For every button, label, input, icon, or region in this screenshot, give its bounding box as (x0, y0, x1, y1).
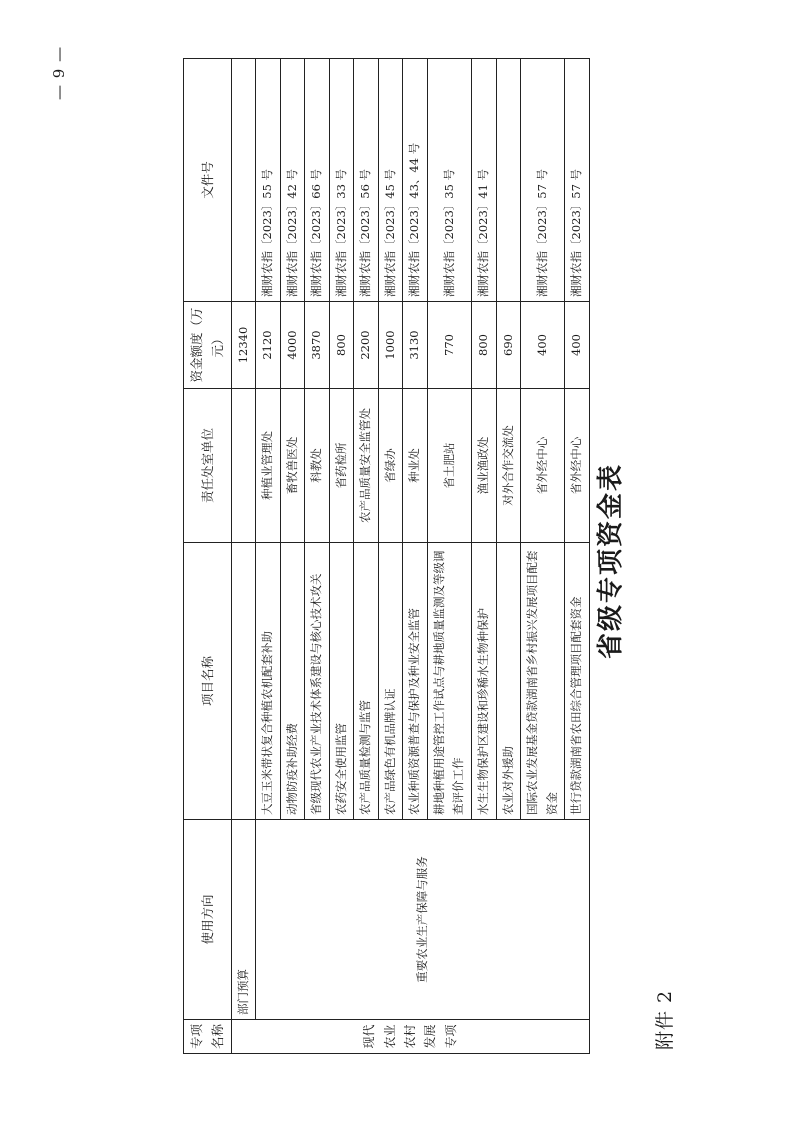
project-name-cell: 农产品质量检测与监管 (354, 543, 379, 820)
header-amount: 资金额度（万元） (184, 302, 232, 389)
table-row (231, 59, 256, 1054)
doc-number-cell: 湘财农指〔2023〕66 号 (305, 59, 330, 302)
header-special-name: 专项名称 (184, 1020, 232, 1054)
project-name-cell: 农药安全使用监管 (329, 543, 354, 820)
amount-cell: 690 (496, 302, 521, 389)
amount-cell: 1000 (378, 302, 403, 389)
unit-cell: 农产品质量安全监管处 (354, 389, 379, 543)
project-name-cell: 省级现代农业产业技术体系建设与核心技术攻关 (305, 543, 330, 820)
amount-cell: 3870 (305, 302, 330, 389)
project-name-cell: 水生生物保护区建设和珍稀水生物种保护 (471, 543, 496, 820)
project-name-cell: 动物防疫补助经费 (280, 543, 305, 820)
dept-budget-cell: 部门预算 (231, 820, 256, 1020)
special-name-cell: 现代农业农村发展专项 (231, 1020, 589, 1054)
dept-budget-amount-cell: 12340 (231, 302, 256, 389)
project-name-cell: 世行贷款湖南省农田综合管理项目配套资金 (565, 543, 590, 820)
page-number: — 9 — (50, 45, 68, 100)
doc-number-cell: 湘财农指〔2023〕57 号 (565, 59, 590, 302)
unit-cell: 畜牧兽医处 (280, 389, 305, 543)
empty-cell (231, 59, 256, 302)
project-name-cell: 大豆玉米带状复合种植农机配套补助 (256, 543, 281, 820)
unit-cell: 省土肥站 (427, 389, 471, 543)
amount-cell: 800 (471, 302, 496, 389)
doc-number-cell: 湘财农指〔2023〕35 号 (427, 59, 471, 302)
amount-cell: 2200 (354, 302, 379, 389)
attachment-label: 附件 2 (654, 989, 676, 1050)
header-responsible-unit: 责任处室单位 (184, 389, 232, 543)
direction-cell: 重要农业生产保障与服务 (256, 820, 590, 1020)
amount-cell: 2120 (256, 302, 281, 389)
unit-cell: 渔业渔政处 (471, 389, 496, 543)
table-header-row (184, 59, 232, 1054)
amount-cell: 4000 (280, 302, 305, 389)
amount-cell: 800 (329, 302, 354, 389)
document-title: 省级专项资金表 (596, 463, 626, 660)
unit-cell: 种植业管理处 (256, 389, 281, 543)
unit-cell: 种业处 (403, 389, 428, 543)
unit-cell: 省药检所 (329, 389, 354, 543)
doc-number-cell: 湘财农指〔2023〕45 号 (378, 59, 403, 302)
doc-number-cell: 湘财农指〔2023〕41 号 (471, 59, 496, 302)
unit-cell: 省绿办 (378, 389, 403, 543)
fund-table (183, 58, 590, 1054)
doc-number-cell: 湘财农指〔2023〕57 号 (521, 59, 565, 302)
header-doc-number: 文件号 (184, 59, 232, 302)
doc-number-cell: 湘财农指〔2023〕33 号 (329, 59, 354, 302)
header-project-name: 项目名称 (184, 543, 232, 820)
doc-number-cell: 湘财农指〔2023〕56 号 (354, 59, 379, 302)
empty-cell (231, 543, 256, 820)
amount-cell: 770 (427, 302, 471, 389)
amount-cell: 400 (565, 302, 590, 389)
empty-cell (231, 389, 256, 543)
project-name-cell: 国际农业发展基金贷款湖南省乡村振兴发展项目配套资金 (521, 543, 565, 820)
doc-number-cell: 湘财农指〔2023〕55 号 (256, 59, 281, 302)
project-name-cell: 农业对外援助 (496, 543, 521, 820)
doc-number-cell (496, 59, 521, 302)
amount-cell: 3130 (403, 302, 428, 389)
unit-cell: 科教处 (305, 389, 330, 543)
amount-cell: 400 (521, 302, 565, 389)
project-name-cell: 农产品绿色有机品牌认证 (378, 543, 403, 820)
unit-cell: 省外经中心 (521, 389, 565, 543)
unit-cell: 省外经中心 (565, 389, 590, 543)
header-direction: 使用方向 (184, 820, 232, 1020)
table-row (256, 59, 281, 1054)
project-name-cell: 农业种质资源普查与保护及种业安全监管 (403, 543, 428, 820)
doc-number-cell: 湘财农指〔2023〕42 号 (280, 59, 305, 302)
unit-cell: 对外合作交流处 (496, 389, 521, 543)
doc-number-cell: 湘财农指〔2023〕43、44 号 (403, 59, 428, 302)
project-name-cell: 耕地种植用途管控工作试点与耕地质量监测及等级调查评价工作 (427, 543, 471, 820)
